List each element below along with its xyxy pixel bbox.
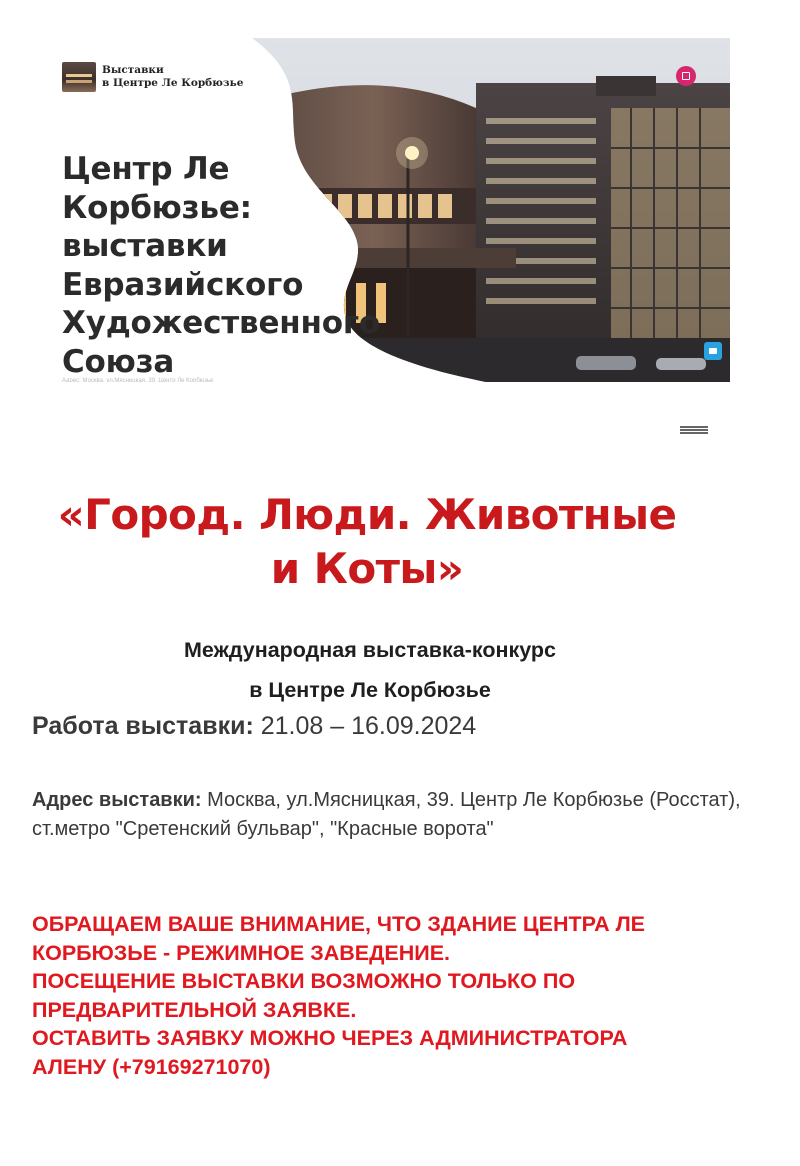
logo-line-2: в Центре Ле Корбюзье	[102, 77, 244, 89]
exhibition-title-line-2: и Коты»	[270, 544, 464, 593]
hero-title-line: Художественного	[62, 305, 380, 341]
logo-line-1: Выставки	[102, 64, 164, 76]
notice-line: ПОСЕЩЕНИЕ ВЫСТАВКИ ВОЗМОЖНО ТОЛЬКО ПО	[32, 969, 576, 993]
notice-line: ОБРАЩАЕМ ВАШЕ ВНИМАНИЕ, ЧТО ЗДАНИЕ ЦЕНТРА ЛЕ	[32, 912, 646, 936]
address-value: Москва, ул.Мясницкая, 39. Центр Ле Корбюзье (Росстат), ст.метро "Сретенский бульвар", "Красные ворота"	[32, 789, 741, 840]
exhibition-subtitle	[0, 630, 740, 710]
hero-title-line: выставки	[62, 228, 228, 264]
hero-title-line: Союза	[62, 343, 175, 380]
exhibition-title	[0, 488, 734, 596]
notice-line: ПРЕДВАРИТЕЛЬНОЙ ЗАЯВКЕ.	[32, 997, 357, 1022]
exhibition-title-line-1: «Город. Люди. Животные	[57, 490, 677, 539]
chat-icon[interactable]	[704, 342, 722, 360]
site-logo[interactable]	[62, 62, 243, 92]
notice-line: АЛЕНУ (+79169271070)	[32, 1054, 271, 1079]
hero-title-line: Корбюзье:	[62, 189, 252, 226]
exhibition-dates	[32, 712, 476, 741]
address-label: Адрес выставки:	[32, 789, 202, 811]
dates-value: 21.08 – 16.09.2024	[253, 712, 477, 740]
menu-icon[interactable]	[676, 66, 696, 86]
hero-subline: Адрес: Москва, ул.Мясницкая, 39. Центр Ле Корбюзье	[62, 378, 214, 382]
hamburger-icon[interactable]	[680, 426, 708, 434]
logo-image	[62, 62, 96, 92]
hero-title	[62, 150, 462, 381]
notice-line: ОСТАВИТЬ ЗАЯВКУ МОЖНО ЧЕРЕЗ АДМИНИСТРАТОРА	[32, 1026, 628, 1050]
logo-text	[102, 64, 243, 90]
hero-title-line: Центр Ле	[62, 151, 230, 187]
exhibition-address	[32, 786, 772, 843]
subtitle-line-2: в Центре Ле Корбюзье	[249, 678, 491, 702]
notice-line: КОРБЮЗЬЕ - РЕЖИМНОЕ ЗАВЕДЕНИЕ.	[32, 940, 451, 965]
dates-label: Работа выставки:	[32, 712, 254, 740]
visit-notice	[32, 910, 792, 1081]
hero-banner	[56, 38, 730, 382]
subtitle-line-1: Международная выставка-конкурс	[184, 638, 556, 662]
hero-title-line: Евразийского	[62, 266, 304, 303]
